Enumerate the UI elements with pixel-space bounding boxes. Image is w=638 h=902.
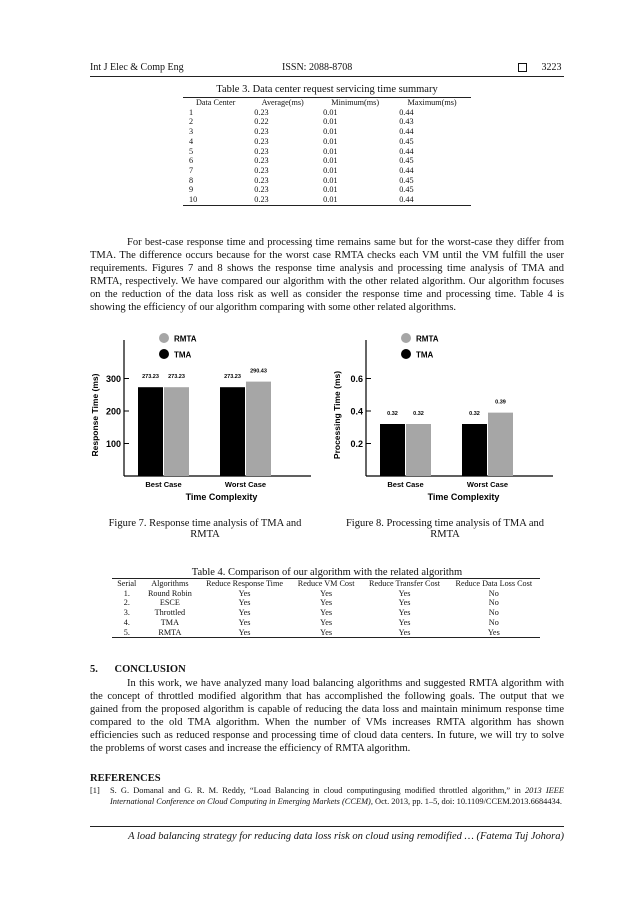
table-cell: Round Robin [147, 588, 192, 598]
table-row [183, 108, 471, 118]
table-cell: 0.23 [254, 127, 269, 137]
table-cell: 0.01 [323, 117, 338, 127]
table-cell: 6 [189, 156, 194, 166]
data-label: 0.39 [495, 399, 506, 406]
table-cell: No [488, 588, 499, 598]
table-cell: 0.44 [399, 146, 414, 156]
table-cell: 0.23 [254, 136, 269, 146]
bar-tma [220, 387, 245, 476]
bar-rmta [164, 387, 189, 476]
references-heading: REFERENCES [90, 773, 161, 784]
table-cell: 0.45 [399, 185, 414, 195]
table-cell: 0.01 [323, 146, 338, 156]
column-header: Serial [117, 579, 137, 588]
table-row [112, 628, 540, 638]
bar-rmta [406, 424, 431, 476]
data-label: 0.32 [469, 411, 480, 417]
column-header: Average(ms) [261, 98, 304, 107]
table-row [183, 166, 471, 176]
table-cell: Throttled [154, 608, 186, 618]
checkbox-icon [518, 63, 527, 72]
data-label: 0.32 [387, 411, 398, 417]
table-row [183, 137, 471, 147]
y-tick-label: 0.2 [350, 439, 363, 449]
column-header: Maximum(ms) [407, 98, 457, 107]
body-paragraph: For best-case response time and processing time remains same but for the worst-case they differ from TMA. The difference occurs because for the worst case RMTA checks each VM until the VM fulfill the user requirements. Figures 7 and 8 shows the response time analysis and processing time analysis of TMA and RMTA, respectively. We have compared our algorithm with the other related algorithm. Our algorithm focuses on the reduction of the data loss risk as well as consider the response time and processing time. Table 4 is showing the efficiency of our algorithm comparing with some other related algorithms. [90, 237, 564, 313]
table-row [183, 176, 471, 186]
table-row [112, 598, 540, 608]
y-tick-label: 100 [105, 439, 121, 449]
table-cell: 0.22 [254, 117, 269, 127]
table-cell: 0.23 [254, 146, 269, 156]
legend-marker-rmta [401, 333, 411, 343]
header-rule [90, 76, 564, 77]
table-cell: Yes [238, 588, 251, 598]
table-cell: 0.01 [323, 175, 338, 185]
table3 [183, 97, 471, 206]
table-cell: Yes [398, 588, 411, 598]
table-cell: Yes [238, 608, 251, 618]
table-cell: No [488, 608, 499, 618]
legend-label: RMTA [174, 334, 197, 344]
table-cell: RMTA [158, 627, 182, 637]
reference-authors-title: S. G. Domanal and G. R. M. Reddy, “Load Balancing in cloud computingusing modified throttled algorithm,” in [110, 786, 525, 795]
legend-marker-rmta [159, 333, 169, 343]
running-footer: A load balancing strategy for reducing data loss risk on cloud using remodified … (Fatema Tuj Johora) [128, 831, 564, 842]
conclusion-text: In this work, we have analyzed many load balancing algorithms and suggested RMTA algorithm with the concept of throttled modified algorithm that has accomplished the following goals. The output that we gained from the proposed algorithm is capable of reducing the data loss and maintain minimum response time compared to the old TMA algorithm. When the number of VMs increases RMTA algorithm has shown efficiencies such as reduced response and processing time of cloud data centers. In future, we will try to solve the problems of worst cases and increase the efficiency of RMTA algorithm. [90, 678, 564, 754]
table-cell: 0.23 [254, 165, 269, 175]
table-cell: Yes [238, 598, 251, 608]
table-cell: No [488, 617, 499, 627]
issn: ISSN: 2088-8708 [282, 62, 353, 73]
conclusion-heading [90, 664, 186, 675]
reference-item [90, 786, 564, 807]
table3-grid [183, 98, 471, 205]
table-row [183, 185, 471, 195]
table-cell: TMA [160, 617, 179, 627]
column-header: Reduce VM Cost [297, 579, 355, 588]
data-label: 273.23 [142, 374, 159, 381]
table-cell: 0.01 [323, 107, 338, 117]
figure7-caption: Figure 7. Response time analysis of TMA and RMTA [108, 518, 302, 540]
table-cell: 4 [189, 136, 194, 146]
bar-tma [138, 387, 163, 476]
table-cell: 7 [189, 165, 194, 175]
column-header: Reduce Response Time [206, 579, 283, 588]
data-label: 0.32 [413, 411, 424, 417]
data-label: 273.23 [224, 374, 241, 381]
table-cell: 0.44 [399, 165, 414, 175]
column-header: Data Center [195, 98, 236, 107]
table-cell: 5 [189, 146, 194, 156]
y-axis-label: Response Time (ms) [90, 373, 100, 457]
table4-grid [112, 579, 540, 637]
conclusion-title: CONCLUSION [114, 664, 186, 675]
table-cell: 0.01 [323, 195, 338, 205]
column-header: Reduce Transfer Cost [369, 579, 440, 588]
y-tick-label: 300 [105, 374, 121, 384]
table4-caption: Table 4. Comparison of our algorithm with the related algorithm [191, 567, 463, 578]
table-row [112, 589, 540, 599]
legend-marker-tma [159, 349, 169, 359]
table-cell: 0.43 [399, 117, 414, 127]
table-cell: 9 [189, 185, 194, 195]
bar-rmta [488, 413, 513, 476]
x-axis-label: Time Complexity [185, 492, 258, 502]
legend-label: RMTA [416, 334, 439, 344]
table-cell: 10 [189, 195, 198, 205]
table-row [183, 147, 471, 157]
table-cell: 0.23 [254, 107, 269, 117]
footer-rule [90, 826, 564, 827]
legend-label: TMA [174, 350, 192, 360]
y-tick-label: 0.6 [350, 374, 363, 384]
table-cell: Yes [320, 588, 333, 598]
table-row [112, 608, 540, 618]
x-tick-label: Best Case [145, 480, 182, 489]
legend-label: TMA [416, 350, 434, 360]
table-cell: 0.45 [399, 175, 414, 185]
x-tick-label: Worst Case [224, 480, 267, 489]
page-number-group [518, 62, 562, 73]
table-cell: Yes [320, 627, 333, 637]
table-cell: Yes [320, 598, 333, 608]
table-cell: 0.44 [399, 195, 414, 205]
table-row [183, 127, 471, 137]
table-cell: Yes [320, 617, 333, 627]
table-cell: 0.44 [399, 127, 414, 137]
table-cell: 8 [189, 175, 194, 185]
conclusion-number: 5. [90, 664, 98, 675]
data-label: 273.23 [168, 374, 185, 381]
figure8-chart [328, 326, 558, 506]
table-cell: 0.45 [399, 136, 414, 146]
bar-tma [380, 424, 405, 476]
table-cell: 2. [123, 598, 130, 608]
x-tick-label: Worst Case [466, 480, 509, 489]
table-cell: 3. [123, 608, 130, 618]
column-header: Algorithms [151, 579, 189, 588]
table-cell: Yes [487, 627, 500, 637]
table-cell: 0.23 [254, 175, 269, 185]
table-cell: 0.23 [254, 156, 269, 166]
table-cell: 0.01 [323, 185, 338, 195]
table-row [183, 117, 471, 127]
table-cell: Yes [398, 627, 411, 637]
table-cell: 3 [189, 127, 194, 137]
table-cell: 0.45 [399, 156, 414, 166]
table-cell: 1 [189, 107, 194, 117]
column-header: Minimum(ms) [331, 98, 380, 107]
table-cell: 0.23 [254, 195, 269, 205]
table-cell: 4. [123, 617, 130, 627]
table-cell: Yes [320, 608, 333, 618]
bar-tma [462, 424, 487, 476]
table4 [112, 578, 540, 638]
column-header: Reduce Data Loss Cost [455, 579, 533, 588]
table3-caption: Table 3. Data center request servicing time summary [216, 84, 438, 95]
table-cell: 0.01 [323, 127, 338, 137]
table-cell: Yes [238, 627, 251, 637]
y-tick-label: 200 [105, 406, 121, 417]
x-axis-label: Time Complexity [427, 492, 500, 502]
table-cell: Yes [398, 598, 411, 608]
table-cell: 0.44 [399, 107, 414, 117]
table-cell: ESCE [159, 598, 180, 608]
reference-venue: 2013 IEEE International Conference on Cloud Computing in Emerging Markets (CCEM) [110, 786, 565, 806]
table-cell: 5. [123, 627, 130, 637]
table-cell: 0.01 [323, 136, 338, 146]
table-cell: 0.23 [254, 185, 269, 195]
journal-name: Int J Elec & Comp Eng [90, 62, 184, 73]
y-tick-label: 0.4 [350, 406, 363, 417]
table-cell: 0.01 [323, 156, 338, 166]
reference-details: , Oct. 2013, pp. 1–5, doi: 10.1109/CCEM.2013.6684434. [370, 796, 562, 806]
data-label: 290.43 [250, 368, 267, 375]
x-tick-label: Best Case [387, 480, 424, 489]
reference-text [110, 786, 564, 807]
legend-marker-tma [401, 349, 411, 359]
table-cell: No [488, 598, 499, 608]
page-number: 3223 [541, 62, 562, 73]
figure8-caption: Figure 8. Processing time analysis of TMA and RMTA [345, 518, 545, 540]
figure7-chart [86, 326, 316, 506]
table-row [183, 156, 471, 166]
table-cell: 2 [189, 117, 194, 127]
y-axis-label: Processing Time (ms) [332, 370, 342, 460]
table-row [112, 618, 540, 628]
table-cell: Yes [398, 608, 411, 618]
table-cell: 0.01 [323, 165, 338, 175]
table-cell: 1. [123, 588, 130, 598]
table-cell: Yes [398, 617, 411, 627]
table-row [183, 195, 471, 205]
bar-rmta [246, 382, 271, 476]
table-cell: Yes [238, 617, 251, 627]
reference-number: [1] [90, 786, 100, 795]
